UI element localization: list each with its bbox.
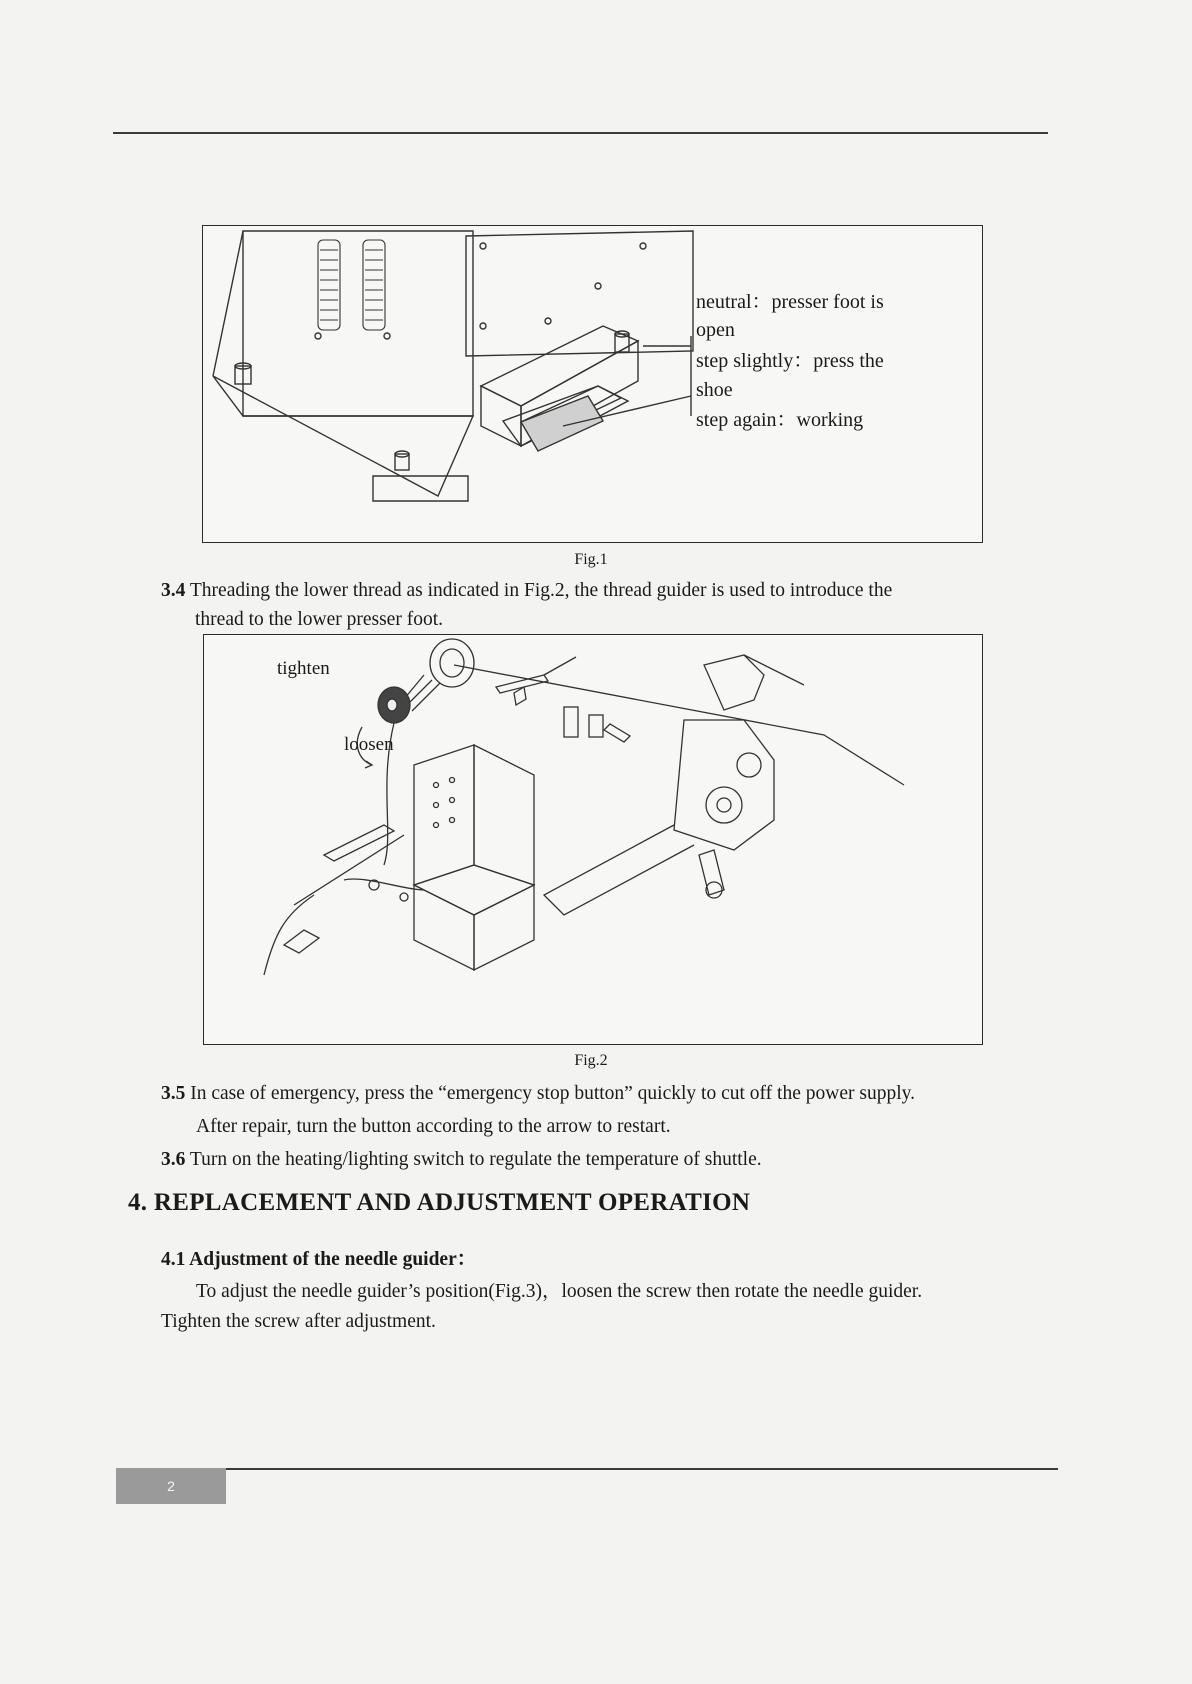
section-4-1-line2: Tighten the screw after adjustment. (161, 1311, 436, 1332)
callout-open: open (696, 319, 735, 341)
section-4-1-line1: To adjust the needle guider’s position(Fig.3)，loosen the screw then rotate the needle guider. (196, 1281, 923, 1302)
section-number: 3.4 (161, 580, 186, 601)
figure-2-caption: Fig.2 (574, 1052, 608, 1069)
figure-1-caption: Fig.1 (574, 551, 608, 568)
callout-shoe: shoe (696, 379, 733, 401)
section-text: In case of emergency, press the “emergency stop button” quickly to cut off the power supply. (185, 1083, 915, 1104)
section-text: Threading the lower thread as indicated in Fig.2, the thread guider is used to introduce the (185, 580, 893, 601)
section-3-4-line1 (161, 576, 892, 606)
section-3-5-line1 (161, 1079, 915, 1109)
section-3-5-line2: After repair, turn the button according to the arrow to restart. (196, 1116, 671, 1137)
header-rule (113, 132, 1048, 134)
section-number: 3.5 (161, 1083, 186, 1104)
callout-step-slightly: step slightly：press the (696, 350, 884, 372)
label-tighten: tighten (277, 658, 330, 679)
callout-neutral: neutral：presser foot is (696, 291, 884, 313)
section-3-4-line2: thread to the lower presser foot. (195, 609, 443, 630)
section-4-heading: 4. REPLACEMENT AND ADJUSTMENT OPERATION (128, 1189, 751, 1216)
section-3-6-line1 (161, 1145, 762, 1175)
figure-1 (202, 225, 983, 543)
footer-rule (225, 1468, 1058, 1470)
label-loosen: loosen (344, 734, 394, 755)
section-number: 3.6 (161, 1149, 186, 1170)
threading-illustration (204, 635, 982, 1044)
page-number-tab: 2 (116, 1468, 226, 1504)
callout-step-again: step again：working (696, 409, 864, 431)
section-text: Turn on the heating/lighting switch to regulate the temperature of shuttle. (185, 1149, 762, 1170)
figure-2 (203, 634, 983, 1045)
foot-pedal-illustration (203, 226, 982, 542)
section-4-1-heading: 4.1 Adjustment of the needle guider： (161, 1249, 477, 1270)
